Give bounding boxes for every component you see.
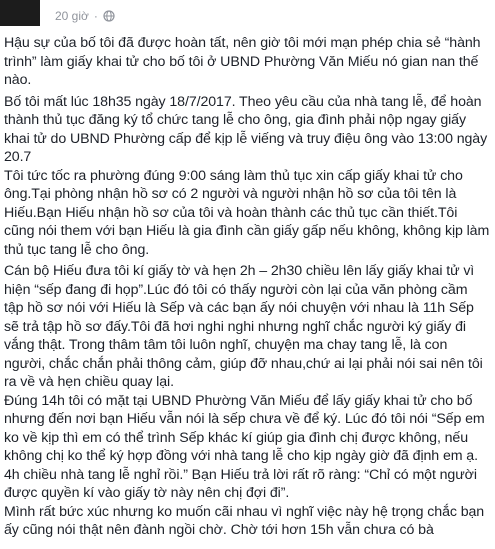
redacted-avatar[interactable] [0, 0, 40, 26]
post-paragraph: Cán bộ Hiếu đưa tôi kí giấy tờ và hẹn 2h – 2h30 chiều lên lấy giấy khai tử vì hiện “sếp đang đi họp”.Lúc đó tôi có thấy người còn lại của văn phòng cầm tập hồ sơ nói với Hiếu là Sếp và các bạn ấy nói chuyện với nhau là 11h Sếp sẽ trả tập hồ sơ đấy.Tôi đã hơi nghi nghi nhưng nghĩ chắc người ký giấy đi vắng thật. Trong thâm tâm tôi luôn nghĩ, chuyện ma chay tang lễ, là con người, chắc chắn phải thông cảm, giúp đỡ nhau,chứ ai lại phải nói sai nên tôi ra về và hẹn chiều quay lại. [4, 263, 483, 390]
post-paragraph: Đúng 14h tôi có mặt tại UBND Phường Văn Miếu để lấy giấy khai tử cho bố nhưng đến nơi bạn Hiếu vẫn nói là sếp chưa về để ký. Lúc đó tôi nói “Sếp em ko về kịp thì em có thể trình Sếp khác kí giúp gia đình chị được không, nếu không chị ko thể ký hợp đồng với nhà tang lễ cho kịp ngày giờ đã định em ạ. 4h chiều nhà tang lễ nghỉ rồi.” Bạn Hiếu trả lời rất rõ ràng: “Chỉ có một người được quyền kí vào giấy tờ này nên chị đợi đi”. [4, 392, 485, 501]
globe-icon[interactable] [103, 10, 115, 22]
post-meta [55, 8, 115, 24]
post-timestamp[interactable]: 20 giờ [55, 9, 89, 23]
post-paragraph: Tôi tức tốc ra phường đúng 9:00 sáng làm thủ tục xin cấp giấy khai tử cho ông.Tại phòng nhận hồ sơ có 2 người và người nhận hồ sơ của tôi tên là Hiếu.Bạn Hiếu nhận hồ sơ của tôi và hoàn thành các thủ tục cần thiết.Tôi cũng nói them với bạn Hiếu là gia đình cần giấy gấp nếu không, không kịp làm thủ tục tang lễ cho ông. [4, 167, 490, 258]
post-paragraph: Hậu sự của bố tôi đã được hoàn tất, nên giờ tôi mới mạn phép chia sẻ “hành trình” làm giấy khai tử cho bố tôi ở UBND Phường Văn Miếu nó gian nan thế nào. [4, 35, 481, 88]
post-paragraph: Bố tôi mất lúc 18h35 ngày 18/7/2017. Theo yêu cầu của nhà tang lễ, để hoàn thành thủ tục đăng ký tổ chức tang lễ cho ông, gia đình phải nộp ngay giấy khai tử do UBND Phường cấp để kịp lễ viếng và truy điệu ông vào 13:00 ngày 20.7 [4, 93, 488, 165]
meta-separator: · [93, 9, 98, 23]
post-header [0, 0, 495, 30]
post-paragraph: Mình rất bức xúc nhưng ko muốn cãi nhau vì nghĩ việc này hệ trọng chắc bạn ấy cũng nói thật nên đành ngồi chờ. Chờ tới hơn 15h vẫn chưa có bà [4, 503, 485, 538]
post-text [4, 34, 490, 540]
